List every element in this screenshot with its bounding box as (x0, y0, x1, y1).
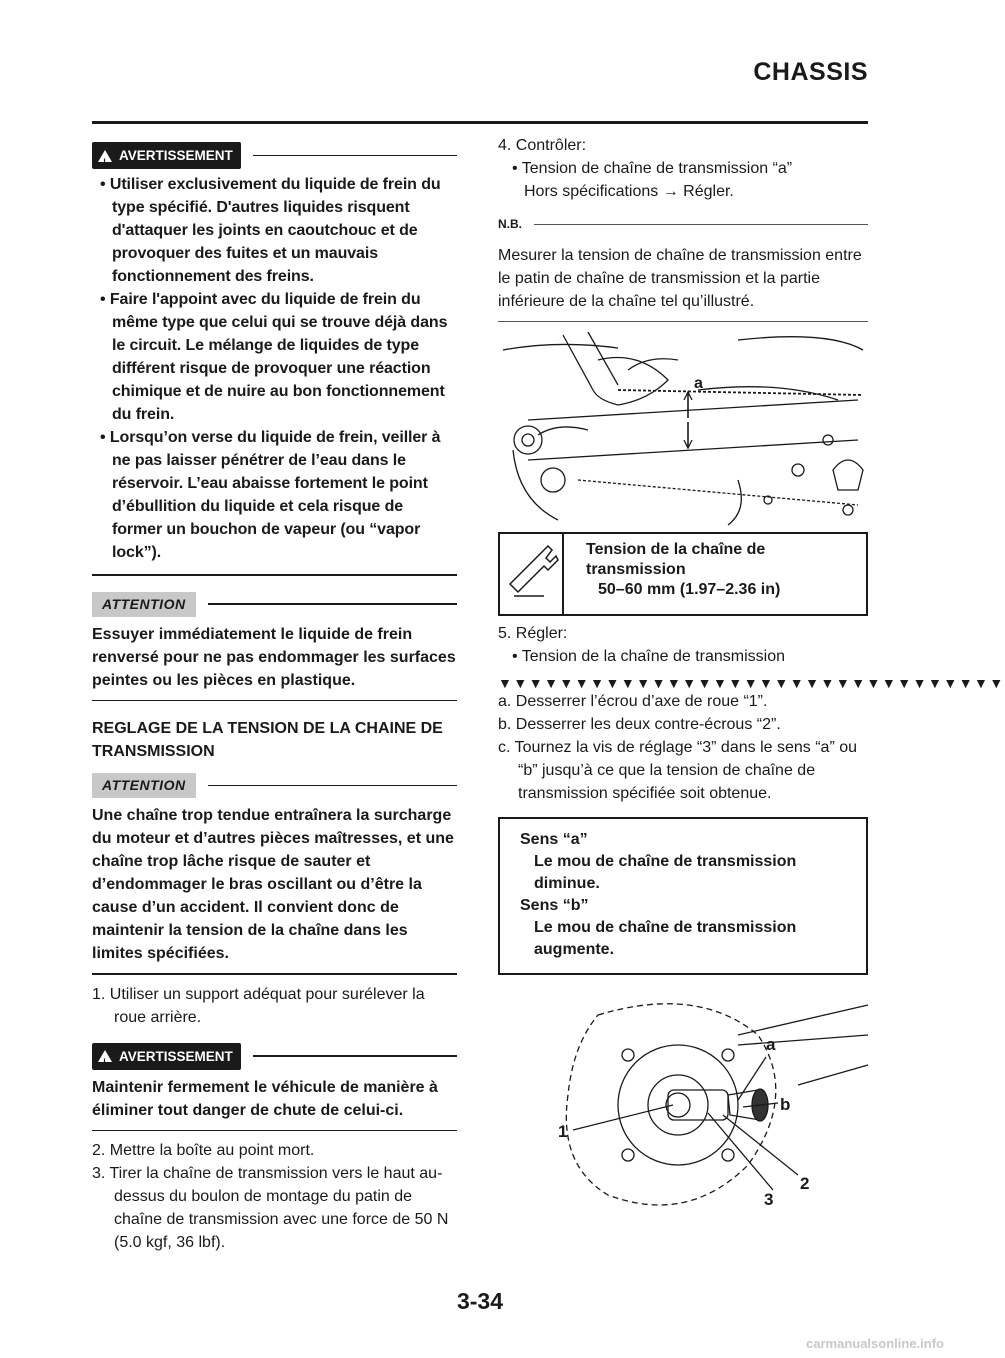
substep: c. Tournez la vis de réglage “3” dans le sens “a” ou “b” jusqu’à ce que la tension de chaîne de transmission spécifiée soit obtenue. (498, 739, 858, 802)
warning-item: • Lorsqu’on verse du liquide de frein, veiller à ne pas laisser pénétrer de l’eau dans le réservoir. L’eau abaisse fortement le point d’ébullition du liquide et cela risque de former un bouchon de vapeur (ou “vapor lock”). (100, 429, 441, 561)
warning-item: • Utiliser exclusivement du liquide de frein du type spécifié. D'autres liquides risquent d'attaquer les joints en caoutchouc et de provoquer des fuites et un mauvais fonctionnement des freins. (100, 176, 441, 285)
section-title: REGLAGE DE LA TENSION DE LA CHAINE DE TRANSMISSION (92, 720, 443, 760)
direction-box (498, 817, 868, 975)
figure2-label-3: 3 (764, 1190, 774, 1209)
nb-text: Mesurer la tension de chaîne de transmission entre le patin de chaîne de transmission et la partie inférieure de la chaîne tel qu’illustré. (498, 247, 862, 310)
sens-b-label: Sens “b” (520, 897, 589, 914)
axle-adjuster-figure (498, 995, 868, 1225)
warning-badge-label: AVERTISSEMENT (119, 1048, 233, 1064)
step-3: 3. Tirer la chaîne de transmission vers le haut au-dessus du boulon de montage du patin de chaîne de transmission avec une force de 50 N (5.0 kgf, 36 lbf). (92, 1165, 449, 1251)
separator-triangles: ▼▼▼▼▼▼▼▼▼▼▼▼▼▼▼▼▼▼▼▼▼▼▼▼▼▼▼▼▼▼▼▼▼ (498, 675, 1005, 691)
spec-box (498, 532, 868, 616)
warning-text: Maintenir fermement le véhicule de manière à éliminer tout danger de chute de celui-ci. (92, 1078, 438, 1119)
spec-value: 50–60 mm (1.97–2.36 in) (598, 581, 781, 598)
page-number: 3-34 (456, 1288, 504, 1314)
left-column (92, 138, 457, 1254)
warning-icon: ! (98, 150, 112, 162)
page-title: CHASSIS (753, 58, 868, 86)
caution-header (92, 592, 457, 617)
caution-text: Une chaîne trop tendue entraînera la surcharge du moteur et d’autres pièces maîtresses, et une chaîne trop lâche risque de sauter et d’endommager le bras oscillant ou d’être la cause d’un accident. Il convient donc de maintenir la tension de la chaîne dans les limites spécifiées. (92, 807, 454, 962)
chain-tension-figure (498, 330, 868, 530)
step-4-bullet: • Tension de chaîne de transmission “a” (512, 160, 793, 177)
figure2-label-1: 1 (558, 1122, 568, 1141)
caution-badge: ATTENTION (92, 773, 196, 798)
warning-header (92, 142, 457, 169)
substep: b. Desserrer les deux contre-écrous “2”. (498, 716, 781, 733)
step-4-action: Hors spécifications → Régler. (524, 183, 734, 200)
caution-badge: ATTENTION (92, 592, 196, 617)
step-5-bullet: • Tension de la chaîne de transmission (512, 648, 786, 665)
warning-item: • Faire l'appoint avec du liquide de frein du même type que celui qui se trouve déjà dans le circuit. Le mélange de liquides de type différent risque de provoquer une réaction chimique et de nuire au bon fonctionnement du frein. (100, 291, 448, 423)
warning-badge (92, 142, 241, 169)
wrench-icon (500, 534, 564, 614)
sens-b-text: Le mou de chaîne de transmission augmente. (534, 919, 797, 958)
watermark: carmanualsonline.info (806, 1336, 944, 1351)
warning-header (92, 1043, 457, 1070)
step-2: 2. Mettre la boîte au point mort. (92, 1142, 315, 1159)
substep: a. Desserrer l’écrou d’axe de roue “1”. (498, 693, 768, 710)
figure2-label-a: a (766, 1035, 776, 1054)
sens-a-label: Sens “a” (520, 831, 588, 848)
step-5: 5. Régler: (498, 625, 568, 642)
step-1: 1. Utiliser un support adéquat pour surélever la roue arrière. (92, 985, 425, 1026)
sens-a-text: Le mou de chaîne de transmission diminue. (534, 853, 797, 892)
figure2-label-b: b (780, 1095, 791, 1114)
nb-header: N.B. (498, 213, 868, 236)
warning-badge-label: AVERTISSEMENT (119, 148, 233, 163)
warning-badge (92, 1043, 241, 1070)
step-4: 4. Contrôler: (498, 137, 587, 154)
header-rule (92, 121, 868, 124)
caution-text: Essuyer immédiatement le liquide de frein renversé pour ne pas endommager les surfaces peintes ou les pièces en plastique. (92, 625, 456, 689)
adjuster-illustration (498, 995, 868, 1225)
spec-title: Tension de la chaîne de transmission (586, 541, 766, 578)
right-column (498, 134, 1005, 1225)
caution-header (92, 773, 457, 798)
warning-icon: ! (98, 1050, 112, 1062)
figure-label-a: a (694, 375, 703, 392)
chain-illustration (498, 330, 868, 530)
figure2-label-2: 2 (800, 1174, 810, 1193)
